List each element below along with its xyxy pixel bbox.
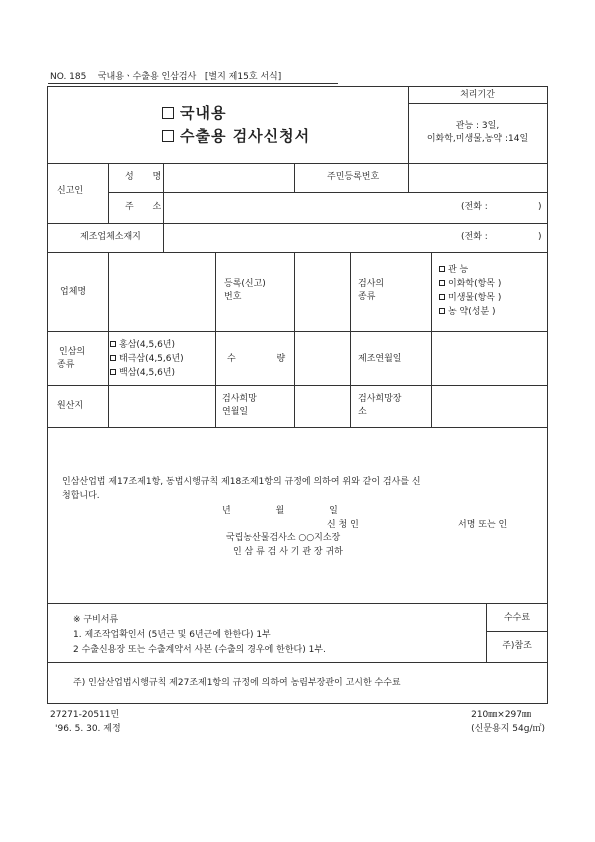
footer-code: 27271-20511민: [50, 710, 120, 720]
inspection-option-microbe[interactable]: 미생물(항목 ): [439, 293, 501, 304]
id-label: 주민등록번호: [327, 172, 380, 182]
inspection-type-label-1: 검사의: [358, 279, 385, 289]
quantity-label: 수 량: [227, 354, 286, 364]
footer-size: 210㎜×297㎜: [471, 710, 531, 720]
checkbox-icon[interactable]: [110, 355, 116, 361]
inspection-option-pesticide[interactable]: 농 약(성분 ): [439, 307, 496, 318]
company-field[interactable]: [109, 253, 214, 330]
ginseng-option-red[interactable]: 홍삼(4,5,6년): [110, 340, 175, 351]
name-field[interactable]: [164, 164, 293, 191]
divider: [294, 163, 295, 192]
hope-place-label-2: 소: [358, 407, 367, 417]
documents-note: 주) 인삼산업법시행규칙 제27조제1항의 규정에 의하여 농림부장관이 고시한 수수료: [73, 678, 401, 688]
address-phone-label: (전화 :: [461, 202, 488, 212]
origin-label: 원산지: [57, 401, 84, 411]
hope-date-label-1: 검사희망: [222, 394, 257, 404]
footer-date: '96. 5. 30. 제정: [55, 724, 121, 734]
checkbox-icon[interactable]: [439, 294, 445, 300]
factory-label: 제조업체소재지: [80, 232, 141, 242]
divider: [48, 603, 547, 604]
address-label: 주 소: [125, 202, 170, 212]
header-underline: [48, 83, 338, 84]
checkbox-icon[interactable]: [110, 369, 116, 375]
quantity-field[interactable]: [295, 332, 349, 384]
reg-label-2: 번호: [224, 292, 242, 302]
manufacture-date-label: 제조연월일: [358, 354, 402, 364]
checkbox-icon[interactable]: [439, 280, 445, 286]
divider: [215, 252, 216, 427]
hope-date-label-2: 연월일: [222, 407, 249, 417]
divider: [108, 163, 109, 223]
title-export: 수출용 검사신청서: [162, 127, 310, 146]
factory-phone-label: (전화 :: [461, 232, 488, 242]
documents-item1: 1. 제조작업확인서 (5년근 및 6년근에 한한다) 1부: [73, 630, 271, 640]
form-number: NO. 185: [50, 72, 87, 82]
statement-line2: 청합니다.: [62, 491, 100, 501]
hope-place-label-1: 검사희망장: [358, 394, 402, 404]
footer-paper: (신문용지 54g/㎡): [471, 724, 545, 734]
id-field[interactable]: [409, 164, 546, 191]
ginseng-option-taegeuk[interactable]: 태극삼(4,5,6년): [110, 354, 184, 365]
processing-line2: 이화학,미생물,농약 :14일: [426, 134, 529, 144]
divider: [48, 427, 547, 428]
statement-office: 국립농산물검사소 ○○지소장: [226, 533, 341, 543]
applicant-label: 신고인: [57, 186, 84, 196]
factory-phone-close: ): [538, 232, 542, 242]
factory-field[interactable]: [164, 224, 546, 251]
manufacture-date-field[interactable]: [432, 332, 546, 384]
title-domestic: 국내용: [162, 104, 226, 123]
processing-line1: 관능 : 3일,: [455, 121, 500, 131]
inspection-option-physchem[interactable]: 이화학(항목 ): [439, 279, 501, 290]
address-phone-close: ): [538, 202, 542, 212]
reg-number-field[interactable]: [295, 253, 349, 330]
company-label: 업체명: [60, 287, 87, 297]
reg-label-1: 등록(신고): [224, 279, 266, 289]
divider: [486, 631, 547, 632]
statement-date: 년 월 일: [222, 506, 338, 516]
divider: [408, 103, 547, 104]
statement-sign: 서명 또는 인: [458, 520, 508, 530]
checkbox-icon[interactable]: [439, 266, 445, 272]
name-label: 성 명: [125, 172, 170, 182]
form-header: [50, 72, 281, 83]
statement-recipient: 인 삼 류 검 사 기 관 장 귀하: [233, 547, 343, 557]
ginseng-option-white[interactable]: 백삼(4,5,6년): [110, 368, 175, 379]
divider: [48, 662, 547, 663]
checkbox-icon[interactable]: [162, 107, 174, 119]
checkbox-icon[interactable]: [439, 308, 445, 314]
address-field[interactable]: [164, 193, 546, 222]
divider: [350, 252, 351, 427]
ginseng-label-1: 인삼의: [59, 347, 86, 357]
fee-label: 수수료: [503, 613, 531, 623]
statement-line1: 인삼산업법 제17조제1항, 동법시행규칙 제18조제1항의 규정에 의하여 위와 같이 검사를 신: [62, 477, 421, 487]
checkbox-icon[interactable]: [162, 130, 174, 142]
divider: [486, 603, 487, 662]
inspection-type-label-2: 종류: [358, 292, 376, 302]
checkbox-icon[interactable]: [110, 341, 116, 347]
form-no: [별지 제15호 서식]: [204, 72, 282, 82]
fee-value: 주)참조: [502, 641, 532, 651]
documents-header: ※ 구비서류: [73, 615, 119, 625]
processing-label: 처리기간: [460, 90, 495, 100]
documents-item2: 2 수출신용장 또는 수출계약서 사본 (수출의 경우에 한한다) 1부.: [73, 645, 326, 655]
origin-field[interactable]: [109, 386, 214, 426]
form-category: 국내용ㆍ수출용 인삼검사: [97, 72, 197, 82]
statement-applicant: 신 청 인: [327, 520, 359, 530]
hope-date-field[interactable]: [295, 386, 349, 426]
inspection-option-sensory[interactable]: 관 능: [439, 265, 468, 276]
ginseng-label-2: 종류: [57, 360, 75, 370]
hope-place-field[interactable]: [432, 386, 546, 426]
